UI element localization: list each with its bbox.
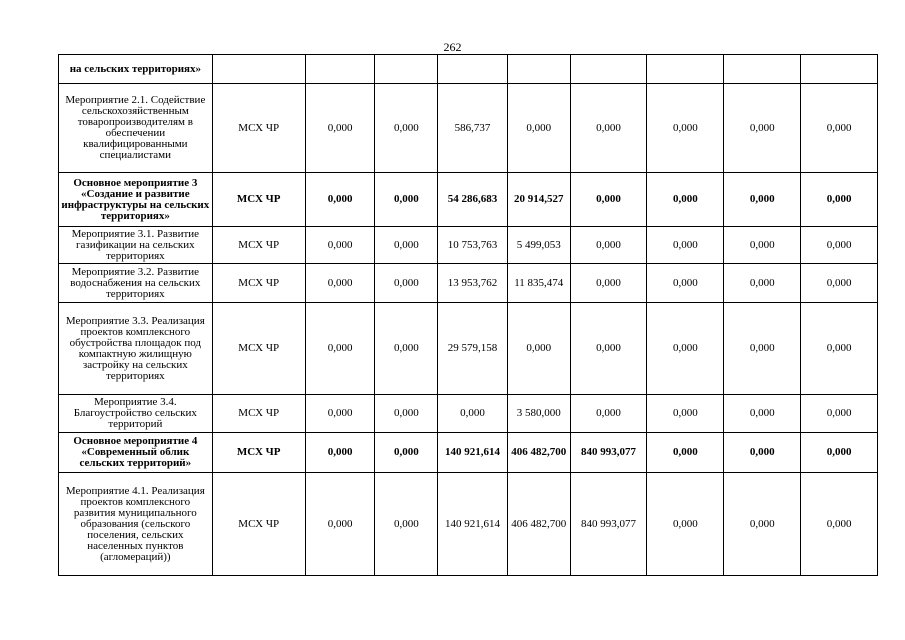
year-2024-cell: 0,000 <box>570 395 647 433</box>
executor-cell: МСХ ЧР <box>212 473 305 576</box>
year-2023-cell: 406 482,700 <box>507 473 570 576</box>
executor-cell: МСХ ЧР <box>212 303 305 395</box>
executor-cell: МСХ ЧР <box>212 84 305 173</box>
year-2026-cell: 0,000 <box>724 173 801 227</box>
year-2024-cell <box>570 55 647 84</box>
year-2020-cell: 0,000 <box>305 473 375 576</box>
measure-name-cell: Мероприятие 3.2. Развитие водоснабжения на сельских территориях <box>59 264 213 303</box>
executor-cell <box>212 55 305 84</box>
table-row <box>59 303 878 395</box>
measure-name-cell: на сельских территориях» <box>59 55 213 84</box>
measure-name-cell: Основное мероприятие 4 «Современный облик сельских территорий» <box>59 433 213 473</box>
year-2022-cell: 0,000 <box>438 395 508 433</box>
year-2024-cell: 0,000 <box>570 173 647 227</box>
year-2025-cell: 0,000 <box>647 473 724 576</box>
year-2022-cell: 586,737 <box>438 84 508 173</box>
executor-cell: МСХ ЧР <box>212 173 305 227</box>
table-row <box>59 55 878 84</box>
page-number: 262 <box>443 40 462 54</box>
measure-name-cell: Мероприятие 3.3. Реализация проектов комплексного обустройства площадок под компактную жилищную застройку на сельских территориях <box>59 303 213 395</box>
year-2027-cell: 0,000 <box>801 227 878 264</box>
year-2026-cell: 0,000 <box>724 473 801 576</box>
year-2025-cell: 0,000 <box>647 227 724 264</box>
year-2020-cell: 0,000 <box>305 173 375 227</box>
table-row <box>59 473 878 576</box>
year-2023-cell: 3 580,000 <box>507 395 570 433</box>
year-2023-cell: 0,000 <box>507 84 570 173</box>
table-row <box>59 433 878 473</box>
year-2020-cell: 0,000 <box>305 433 375 473</box>
year-2025-cell: 0,000 <box>647 84 724 173</box>
year-2025-cell: 0,000 <box>647 395 724 433</box>
year-2023-cell: 11 835,474 <box>507 264 570 303</box>
year-2026-cell: 0,000 <box>724 264 801 303</box>
year-2023-cell: 20 914,527 <box>507 173 570 227</box>
table-row <box>59 227 878 264</box>
year-2025-cell: 0,000 <box>647 173 724 227</box>
year-2027-cell <box>801 55 878 84</box>
year-2020-cell: 0,000 <box>305 395 375 433</box>
year-2027-cell: 0,000 <box>801 473 878 576</box>
year-2021-cell: 0,000 <box>375 395 438 433</box>
table-body <box>59 55 878 576</box>
year-2027-cell: 0,000 <box>801 264 878 303</box>
year-2027-cell: 0,000 <box>801 173 878 227</box>
year-2022-cell: 140 921,614 <box>438 433 508 473</box>
year-2025-cell <box>647 55 724 84</box>
year-2022-cell: 10 753,763 <box>438 227 508 264</box>
executor-cell: МСХ ЧР <box>212 433 305 473</box>
measure-name-cell: Основное мероприятие 3 «Создание и развитие инфраструктуры на сельских территориях» <box>59 173 213 227</box>
year-2026-cell: 0,000 <box>724 303 801 395</box>
year-2026-cell: 0,000 <box>724 84 801 173</box>
year-2025-cell: 0,000 <box>647 303 724 395</box>
year-2024-cell: 840 993,077 <box>570 433 647 473</box>
table-row <box>59 264 878 303</box>
year-2027-cell: 0,000 <box>801 395 878 433</box>
year-2020-cell: 0,000 <box>305 84 375 173</box>
executor-cell: МСХ ЧР <box>212 264 305 303</box>
year-2021-cell: 0,000 <box>375 264 438 303</box>
year-2025-cell: 0,000 <box>647 264 724 303</box>
year-2020-cell <box>305 55 375 84</box>
year-2021-cell: 0,000 <box>375 303 438 395</box>
year-2020-cell: 0,000 <box>305 303 375 395</box>
year-2021-cell: 0,000 <box>375 433 438 473</box>
year-2023-cell: 0,000 <box>507 303 570 395</box>
year-2027-cell: 0,000 <box>801 84 878 173</box>
year-2021-cell: 0,000 <box>375 173 438 227</box>
executor-cell: МСХ ЧР <box>212 227 305 264</box>
year-2021-cell: 0,000 <box>375 227 438 264</box>
year-2023-cell: 406 482,700 <box>507 433 570 473</box>
year-2022-cell: 54 286,683 <box>438 173 508 227</box>
year-2021-cell <box>375 55 438 84</box>
year-2020-cell: 0,000 <box>305 227 375 264</box>
measure-name-cell: Мероприятие 4.1. Реализация проектов комплексного развития муниципального образования (сельского поселения, сельских населенных пунктов (агломераций)) <box>59 473 213 576</box>
table-row <box>59 173 878 227</box>
year-2022-cell: 13 953,762 <box>438 264 508 303</box>
year-2026-cell <box>724 55 801 84</box>
measure-name-cell: Мероприятие 2.1. Содействие сельскохозяйственным товаропроизводителям в обеспечении квалифицированными специалистами <box>59 84 213 173</box>
executor-cell: МСХ ЧР <box>212 395 305 433</box>
year-2025-cell: 0,000 <box>647 433 724 473</box>
table-row <box>59 84 878 173</box>
year-2020-cell: 0,000 <box>305 264 375 303</box>
year-2022-cell: 29 579,158 <box>438 303 508 395</box>
year-2026-cell: 0,000 <box>724 433 801 473</box>
year-2022-cell <box>438 55 508 84</box>
year-2026-cell: 0,000 <box>724 227 801 264</box>
year-2024-cell: 840 993,077 <box>570 473 647 576</box>
year-2027-cell: 0,000 <box>801 303 878 395</box>
year-2024-cell: 0,000 <box>570 264 647 303</box>
budget-table <box>58 54 878 576</box>
year-2022-cell: 140 921,614 <box>438 473 508 576</box>
year-2024-cell: 0,000 <box>570 227 647 264</box>
measure-name-cell: Мероприятие 3.1. Развитие газификации на сельских территориях <box>59 227 213 264</box>
year-2024-cell: 0,000 <box>570 84 647 173</box>
year-2023-cell: 5 499,053 <box>507 227 570 264</box>
year-2021-cell: 0,000 <box>375 473 438 576</box>
year-2024-cell: 0,000 <box>570 303 647 395</box>
year-2021-cell: 0,000 <box>375 84 438 173</box>
measure-name-cell: Мероприятие 3.4. Благоустройство сельских территорий <box>59 395 213 433</box>
year-2027-cell: 0,000 <box>801 433 878 473</box>
table-row <box>59 395 878 433</box>
year-2026-cell: 0,000 <box>724 395 801 433</box>
year-2023-cell <box>507 55 570 84</box>
